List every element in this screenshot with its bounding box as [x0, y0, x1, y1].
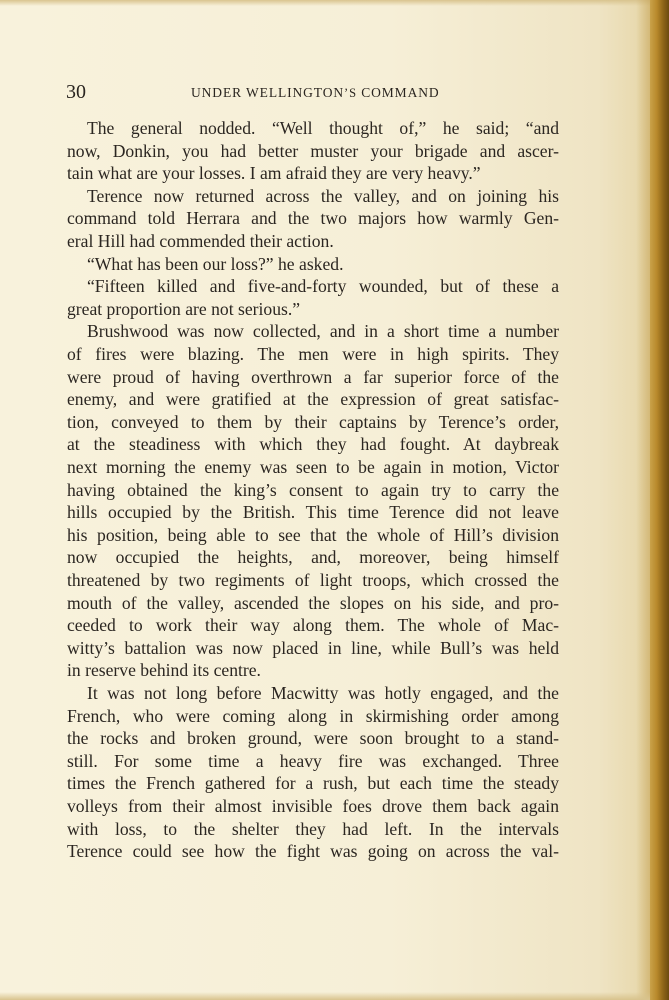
text-line: hills occupied by the British. This time Terence did not leave — [67, 502, 559, 523]
page-number: 30 — [66, 81, 86, 103]
running-head-command: COMMAND — [356, 85, 440, 100]
text-line: Brushwood was now collected, and in a short time a number — [87, 321, 559, 342]
text-line: in reserve behind its centre. — [67, 660, 261, 681]
text-line: having obtained the king’s consent to again try to carry the — [67, 479, 559, 500]
text-line: French, who were coming along in skirmishing order among — [67, 705, 559, 726]
text-line: still. For some time a heavy fire was exchanged. Three — [67, 750, 559, 771]
text-line: “Fifteen killed and five-and-forty wounded, but of these a — [87, 276, 559, 297]
text-line: enemy, and were gratified at the expression of great satisfac- — [67, 389, 559, 410]
text-line: now occupied the heights, and, moreover, being himself — [67, 547, 559, 568]
text-line: witty’s battalion was now placed in line, while Bull’s was held — [67, 637, 559, 658]
text-line: volleys from their almost invisible foes drove them back again — [67, 796, 559, 816]
running-head — [191, 84, 440, 102]
text-line: mouth of the valley, ascended the slopes on his side, and pro- — [67, 592, 559, 613]
text-line: the rocks and broken ground, were soon brought to a stand- — [67, 728, 559, 749]
text-line: times the French gathered for a rush, but each time the steady — [67, 773, 559, 794]
text-line: “What has been our loss?” he asked. — [87, 253, 344, 274]
text-line: at the steadiness with which they had fought. At daybreak — [67, 434, 559, 455]
text-line: tion, conveyed to them by their captains by Terence’s order, — [67, 411, 559, 432]
text-line: The general nodded. “Well thought of,” he said; “and — [87, 118, 559, 138]
page-top-shading — [0, 0, 650, 6]
text-line: It was not long before Macwitty was hotly engaged, and the — [87, 683, 559, 703]
text-line: command told Herrara and the two majors how warmly Gen- — [67, 208, 559, 229]
text-line: ceeded to work their way along them. The whole of Mac- — [67, 615, 559, 636]
text-line: now, Donkin, you had better muster your brigade and ascer- — [67, 140, 559, 161]
running-head-possessive: ’S — [344, 86, 357, 100]
text-line: threatened by two regiments of light troops, which crossed the — [67, 570, 559, 590]
text-line: great proportion are not serious.” — [67, 298, 301, 319]
text-line: were proud of having overthrown a far superior force of the — [67, 366, 559, 387]
page-bottom-shading — [0, 992, 650, 1000]
text-line: Terence now returned across the valley, and on joining his — [87, 185, 559, 206]
text-line: with loss, to the shelter they had left. In the intervals — [67, 818, 559, 839]
text-line: tain what are your losses. I am afraid they are very heavy.” — [67, 163, 481, 184]
text-line: of fires were blazing. The men were in high spirits. They — [67, 344, 559, 364]
running-head-title: UNDER WELLINGTON — [191, 85, 345, 100]
book-spine-edge — [650, 0, 669, 1000]
page-header — [66, 80, 560, 104]
text-line: eral Hill had commended their action. — [67, 231, 334, 251]
gutter-shadow — [636, 0, 650, 1000]
text-line: next morning the enemy was seen to be again in motion, Victor — [67, 457, 559, 477]
text-line: his position, being able to see that the whole of Hill’s division — [67, 524, 559, 545]
text-line: Terence could see how the fight was going on across the val- — [67, 841, 559, 862]
